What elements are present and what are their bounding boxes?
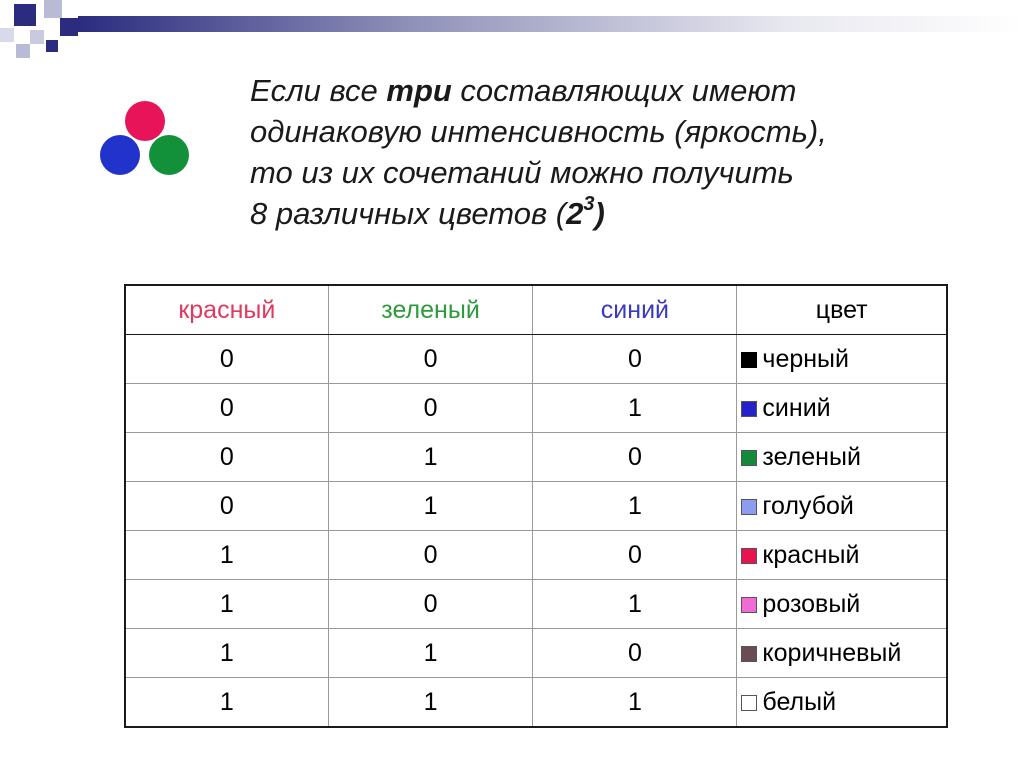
color-name: красный	[762, 540, 860, 569]
table-row	[125, 433, 947, 482]
rgb-circles-icon	[96, 98, 196, 180]
table-row	[125, 531, 947, 580]
decor-square-2	[44, 0, 62, 18]
color-name: голубой	[762, 491, 854, 520]
cell-b: 1	[533, 482, 737, 531]
color-name: белый	[762, 687, 837, 716]
cell-g: 1	[328, 482, 533, 531]
color-name: синий	[762, 393, 831, 422]
header-red: красный	[125, 285, 328, 335]
heading-power: $2^3$	[566, 193, 595, 231]
cell-r: 1	[125, 629, 328, 678]
cell-r: 0	[125, 482, 328, 531]
cell-r: 0	[125, 384, 328, 433]
color-name: коричневый	[762, 638, 902, 667]
cell-r: 0	[125, 433, 328, 482]
cell-g: 0	[328, 531, 533, 580]
cell-b: 0	[533, 531, 737, 580]
color-name: черный	[762, 344, 849, 373]
decor-square-1	[14, 4, 36, 26]
cell-b: 1	[533, 580, 737, 629]
cell-b: 0	[533, 335, 737, 384]
table-row	[125, 384, 947, 433]
color-name: зеленый	[762, 442, 861, 471]
color-swatch-icon	[741, 695, 757, 711]
cell-g: 1	[328, 678, 533, 728]
header-bar	[78, 16, 1024, 32]
table-row	[125, 580, 947, 629]
decor-square-7	[46, 40, 58, 52]
decor-square-3	[60, 18, 78, 36]
cell-g: 0	[328, 335, 533, 384]
table-row	[125, 678, 947, 728]
cell-r: 1	[125, 580, 328, 629]
cell-g: 1	[328, 629, 533, 678]
decor-square-5	[0, 28, 14, 42]
color-swatch-icon	[741, 499, 757, 515]
header-color: цвет	[737, 285, 947, 335]
cell-b: 0	[533, 629, 737, 678]
cell-color	[737, 531, 947, 580]
color-name: розовый	[762, 589, 861, 618]
heading-text: Если все три составляющих имеют одинаковую интенсивность (яркость), то из их сочетаний можно получить 8 различных цветов $(2^3)$	[250, 73, 827, 231]
heading-bold-word: три	[386, 73, 452, 108]
cell-b: 0	[533, 433, 737, 482]
cell-color	[737, 384, 947, 433]
table-row	[125, 482, 947, 531]
cell-color	[737, 433, 947, 482]
cell-color	[737, 678, 947, 728]
cell-color	[737, 482, 947, 531]
header-green: зеленый	[328, 285, 533, 335]
decor-square-4	[30, 30, 44, 44]
table-row	[125, 629, 947, 678]
cell-color	[737, 580, 947, 629]
cell-r: 1	[125, 678, 328, 728]
decor-square-6	[16, 44, 30, 58]
cell-r: 0	[125, 335, 328, 384]
color-swatch-icon	[741, 401, 757, 417]
color-swatch-icon	[741, 597, 757, 613]
cell-color	[737, 335, 947, 384]
color-swatch-icon	[741, 646, 757, 662]
cell-color	[737, 629, 947, 678]
cell-b: 1	[533, 678, 737, 728]
header-blue: синий	[533, 285, 737, 335]
cell-g: 1	[328, 433, 533, 482]
table-header-row	[125, 285, 947, 335]
cell-b: 1	[533, 384, 737, 433]
cell-g: 0	[328, 580, 533, 629]
color-combinations-table	[124, 284, 948, 728]
cell-g: 0	[328, 384, 533, 433]
table-row	[125, 335, 947, 384]
color-swatch-icon	[741, 450, 757, 466]
color-swatch-icon	[741, 352, 757, 368]
cell-r: 1	[125, 531, 328, 580]
color-swatch-icon	[741, 548, 757, 564]
